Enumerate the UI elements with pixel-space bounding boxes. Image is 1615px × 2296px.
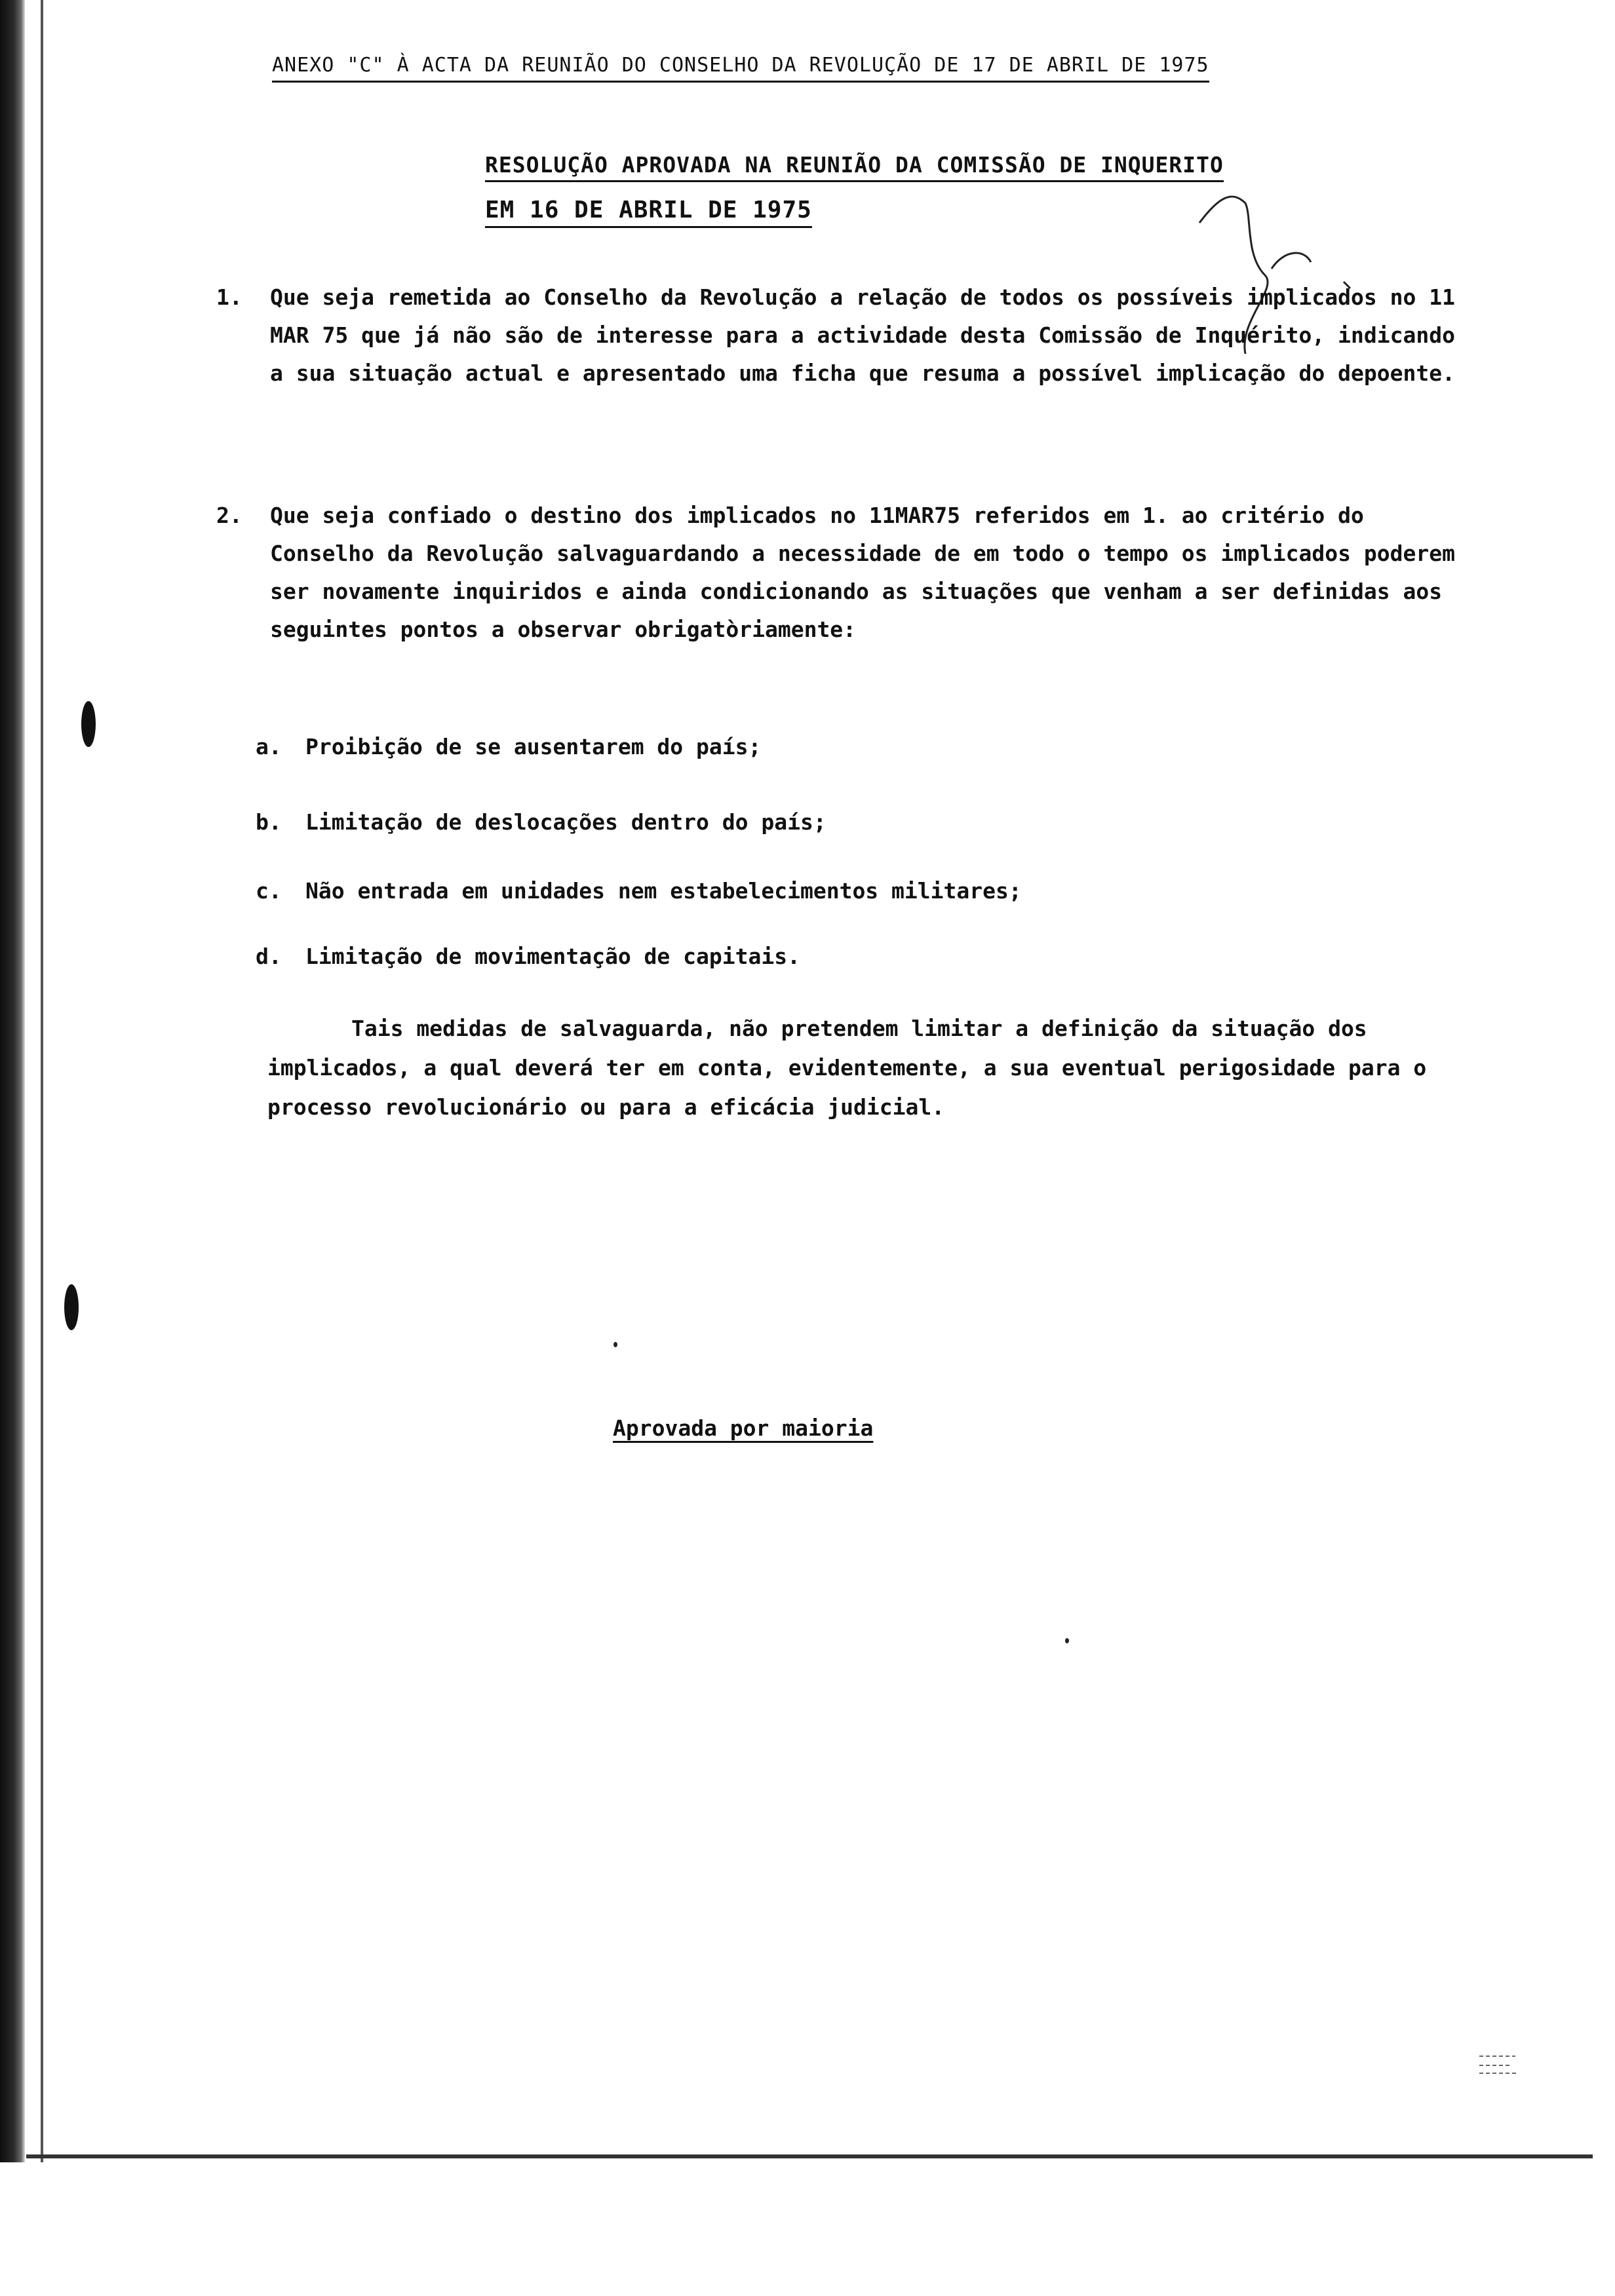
subitem-c	[256, 878, 1022, 904]
resolution-item-1	[216, 278, 1475, 392]
bottom-edge-line	[26, 2154, 1593, 2158]
annex-header: ANEXO "C" À ACTA DA REUNIÃO DO CONSELHO DA REVOLUÇÃO DE 17 DE ABRIL DE 1975	[272, 54, 1209, 83]
closing-paragraph: Tais medidas de salvaguarda, não pretendem limitar a definição da situação dos implicados, a qual deverá ter em conta, evidentemente, a sua eventual perigosidade para o processo revolucionário ou para a eficácia judicial.	[267, 1016, 1427, 1120]
item-text: Que seja confiado o destino dos implicados no 11MAR75 referidos em 1. ao critério do Conselho da Revolução salvaguardando a necessidade de em todo o tempo os implicados poderem ser novamente inquiridos e ainda condicionando as situações que venham a ser definidas aos seguintes pontos a observar obrigatòriamente:	[270, 503, 1455, 642]
subitem-text: Proibição de se ausentarem do país;	[305, 734, 762, 759]
subitem-text: Limitação de deslocações dentro do país;	[305, 809, 827, 835]
item-number: 1.	[216, 284, 243, 310]
punch-hole	[81, 701, 96, 747]
resolution-title: RESOLUÇÃO APROVADA NA REUNIÃO DA COMISSÃO DE INQUERITO	[485, 152, 1224, 182]
speck	[613, 1342, 617, 1347]
subitem-letter: d.	[256, 944, 282, 969]
subitem-d	[256, 944, 800, 969]
subitem-a	[256, 734, 761, 759]
subitem-text: Não entrada em unidades nem estabelecimentos militares;	[305, 878, 1022, 904]
subitem-letter: c.	[256, 878, 282, 904]
scan-edge-line	[41, 0, 43, 2162]
subitem-text: Limitação de movimentação de capitais.	[305, 944, 800, 969]
item-text: Que seja remetida ao Conselho da Revolução a relação de todos os possíveis implicados no 11 MAR 75 que já não são de interesse para a actividade desta Comissão de Inquérito, indicando a sua situação actual e apresentado uma ficha que resuma a possível implicação do depoente.	[270, 284, 1455, 386]
speck	[1065, 1638, 1069, 1643]
subitem-letter: a.	[256, 734, 282, 759]
punch-hole	[64, 1284, 79, 1330]
subitem-b	[256, 809, 827, 835]
corner-stamp-mark	[1476, 2051, 1522, 2077]
resolution-item-2	[216, 497, 1475, 649]
approval-line: Aprovada por maioria	[613, 1415, 874, 1441]
subitem-letter: b.	[256, 809, 282, 835]
item-number: 2.	[216, 503, 243, 528]
resolution-date: EM 16 DE ABRIL DE 1975	[485, 197, 812, 228]
scan-edge-shadow	[0, 0, 25, 2162]
